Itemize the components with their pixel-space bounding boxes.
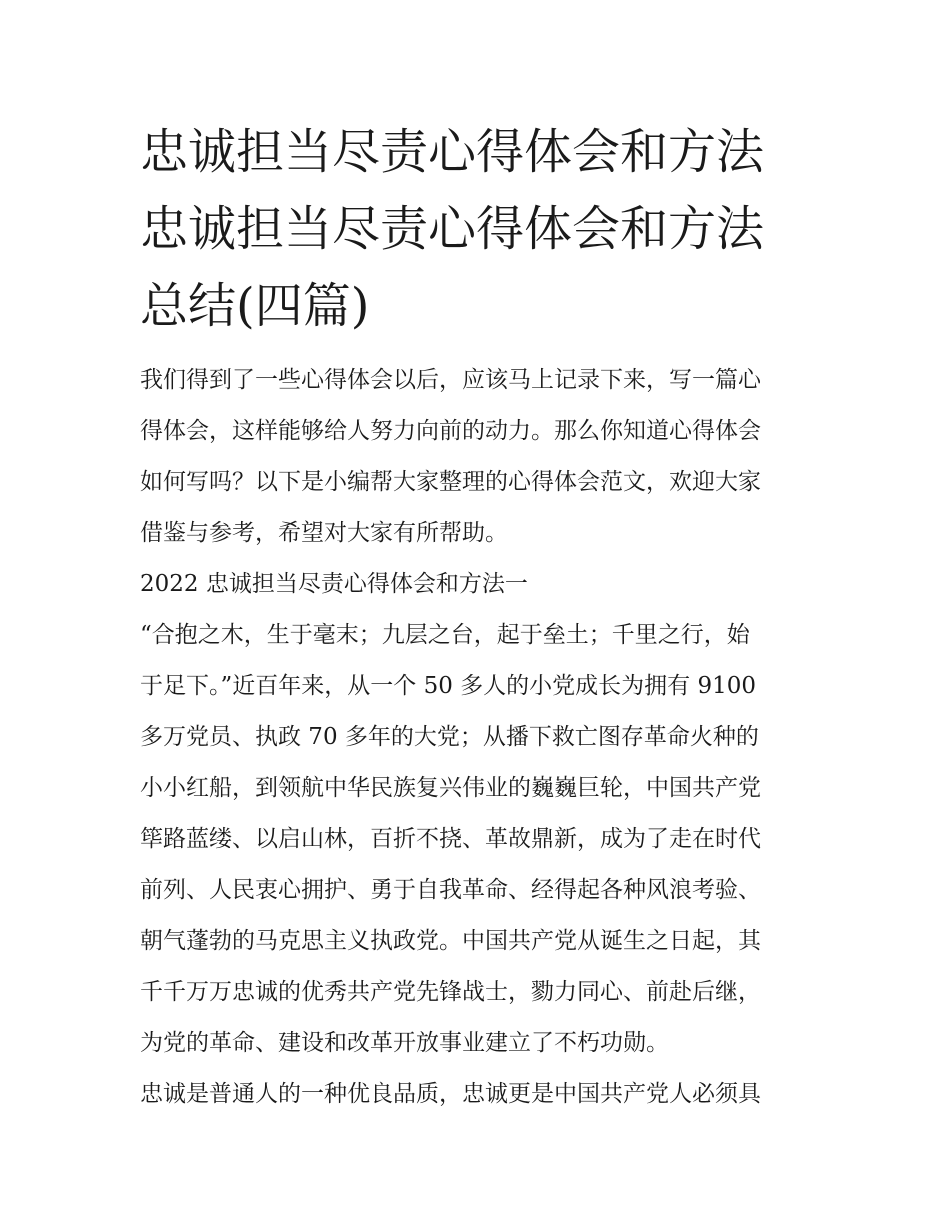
paragraph-line-3: 多万党员、执政 70 多年的大党；从播下救亡图存革命火种的 xyxy=(140,724,759,750)
paragraph-line-8: 千千万万忠诚的优秀共产党先锋战士，勠力同心、前赴后继， xyxy=(140,979,761,1005)
paragraph-line-7: 朝气蓬勃的马克思主义执政党。中国共产党从诞生之日起，其 xyxy=(140,928,761,954)
section-heading-1: 2022 忠诚担当尽责心得体会和方法一 xyxy=(140,571,528,597)
paragraph-line-4: 小小红船，到领航中华民族复兴伟业的巍巍巨轮，中国共产党 xyxy=(140,775,761,801)
paragraph-line-2: 于足下。”近百年来，从一个 50 多人的小党成长为拥有 9100 xyxy=(140,673,756,699)
title-line-3: 总结(四篇) xyxy=(140,278,370,334)
intro-line-3: 如何写吗？以下是小编帮大家整理的心得体会范文，欢迎大家 xyxy=(140,469,761,495)
paragraph-line-1: “合抱之木，生于毫末；九层之台，起于垒土；千里之行，始 xyxy=(140,622,750,648)
intro-line-1: 我们得到了一些心得体会以后，应该马上记录下来，写一篇心 xyxy=(140,367,761,393)
paragraph-line-10: 忠诚是普通人的一种优良品质，忠诚更是中国共产党人必须具 xyxy=(140,1081,761,1107)
document-body xyxy=(140,358,820,1123)
document-title xyxy=(140,114,820,345)
title-line-2: 忠诚担当尽责心得体会和方法 xyxy=(140,201,765,257)
intro-line-4: 借鉴与参考，希望对大家有所帮助。 xyxy=(140,520,508,546)
paragraph-line-6: 前列、人民衷心拥护、勇于自我革命、经得起各种风浪考验、 xyxy=(140,877,761,903)
paragraph-line-5: 筚路蓝缕、以启山林，百折不挠、革故鼎新，成为了走在时代 xyxy=(140,826,761,852)
intro-line-2: 得体会，这样能够给人努力向前的动力。那么你知道心得体会 xyxy=(140,418,761,444)
title-line-1: 忠诚担当尽责心得体会和方法 xyxy=(140,124,765,180)
paragraph-line-9: 为党的革命、建设和改革开放事业建立了不朽功勋。 xyxy=(140,1030,669,1056)
